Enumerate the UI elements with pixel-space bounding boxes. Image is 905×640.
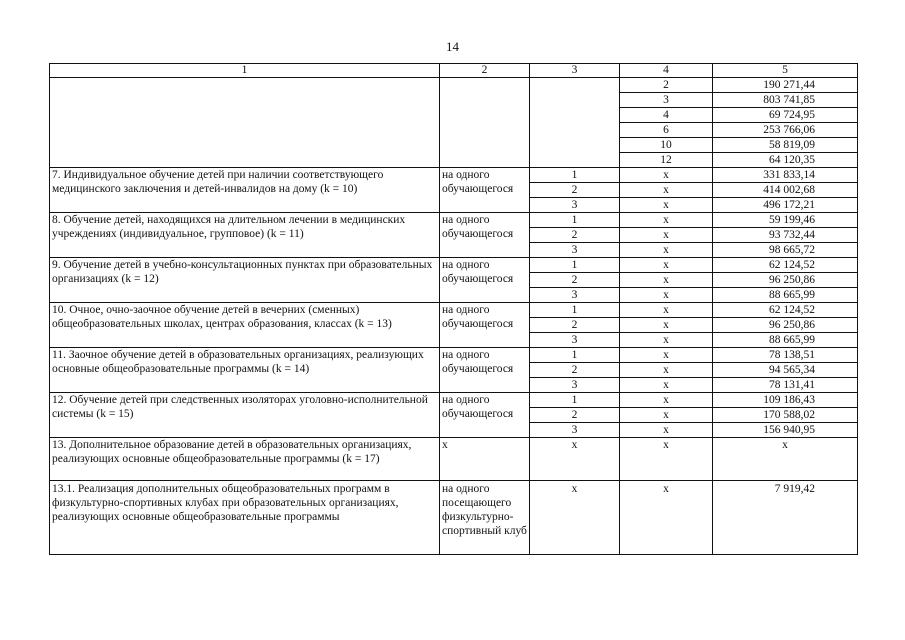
cell-c4: x (620, 273, 713, 288)
cell-c5: 64 120,35 (713, 153, 858, 168)
cell-c4: x (620, 228, 713, 243)
cell-c5: 414 002,68 (713, 183, 858, 198)
cell-c5: 7 919,42 (713, 481, 858, 555)
cell-c5: 496 172,21 (713, 198, 858, 213)
cell-c3: 2 (530, 363, 620, 378)
cell-c4: x (620, 408, 713, 423)
table-row (50, 213, 858, 228)
table-row (50, 168, 858, 183)
item-description: 13.1. Реализация дополнительных общеобразовательных программ в физкультурно-спортивных клубах при образовательных организациях, реализующих основные общеобразовательные программы (50, 481, 440, 555)
cell-c4: 12 (620, 153, 713, 168)
cell-c5: 59 199,46 (713, 213, 858, 228)
cell-c5: 88 665,99 (713, 288, 858, 303)
cell-c4: x (620, 213, 713, 228)
cell-c3: 2 (530, 183, 620, 198)
column-header-4: 4 (620, 64, 713, 78)
item-unit: на одного обучающегося (440, 213, 530, 258)
cell-c4: x (620, 348, 713, 363)
cell-c3: 2 (530, 228, 620, 243)
cell-c4: x (620, 198, 713, 213)
cell-c3: 1 (530, 393, 620, 408)
item-unit: x (440, 438, 530, 481)
item-description: 8. Обучение детей, находящихся на длительном лечении в медицинских учреждениях (индивидуальное, групповое) (k = 11) (50, 213, 440, 258)
cell-c5: 62 124,52 (713, 303, 858, 318)
cell-c5: 803 741,85 (713, 93, 858, 108)
table-row (50, 78, 858, 93)
item-description: 10. Очное, очно-заочное обучение детей в вечерних (сменных) общеобразовательных школах, центрах образования, классах (k = 13) (50, 303, 440, 348)
cell-c5: 93 732,44 (713, 228, 858, 243)
cell-c4: 10 (620, 138, 713, 153)
item-description: 9. Обучение детей в учебно-консультационных пунктах при образовательных организациях (k = 12) (50, 258, 440, 303)
cell-c5: 78 131,41 (713, 378, 858, 393)
cell-c4: x (620, 481, 713, 555)
cell-c4: x (620, 288, 713, 303)
cell-c3: 3 (530, 198, 620, 213)
column-header-2: 2 (440, 64, 530, 78)
cell-c5: 253 766,06 (713, 123, 858, 138)
cell-c4: x (620, 168, 713, 183)
cell-c3: 2 (530, 273, 620, 288)
cell-c3: x (530, 438, 620, 481)
carry-desc-cell (50, 78, 440, 168)
cell-c5: x (713, 438, 858, 481)
cell-c4: x (620, 378, 713, 393)
item-description: 13. Дополнительное образование детей в образовательных организациях, реализующих основные общеобразовательные программы (k = 17) (50, 438, 440, 481)
cell-c4: 4 (620, 108, 713, 123)
cell-c3: 1 (530, 258, 620, 273)
carry-c3-cell (530, 78, 620, 168)
cell-c4: x (620, 438, 713, 481)
column-header-1: 1 (50, 64, 440, 78)
cell-c5: 69 724,95 (713, 108, 858, 123)
cell-c5: 88 665,99 (713, 333, 858, 348)
cell-c5: 94 565,34 (713, 363, 858, 378)
cell-c4: x (620, 303, 713, 318)
item-unit: на одного обучающегося (440, 168, 530, 213)
item-unit: на одного обучающегося (440, 348, 530, 393)
cell-c4: x (620, 393, 713, 408)
column-header-5: 5 (713, 64, 858, 78)
table-row (50, 438, 858, 481)
cell-c3: 1 (530, 303, 620, 318)
cell-c3: 3 (530, 423, 620, 438)
page-number: 14 (446, 39, 459, 54)
cell-c3: 1 (530, 168, 620, 183)
table-row (50, 258, 858, 273)
cell-c5: 96 250,86 (713, 318, 858, 333)
cell-c4: x (620, 363, 713, 378)
cell-c3: 1 (530, 213, 620, 228)
cell-c5: 98 665,72 (713, 243, 858, 258)
table-row (50, 348, 858, 363)
cell-c3: 2 (530, 318, 620, 333)
cell-c3: 3 (530, 378, 620, 393)
table-row (50, 393, 858, 408)
item-unit: на одного посещающего физкультурно-спортивный клуб (440, 481, 530, 555)
normative-cost-table (49, 63, 858, 555)
cell-c4: 3 (620, 93, 713, 108)
cell-c5: 78 138,51 (713, 348, 858, 363)
cell-c4: x (620, 423, 713, 438)
column-header-3: 3 (530, 64, 620, 78)
item-unit: на одного обучающегося (440, 393, 530, 438)
cell-c5: 190 271,44 (713, 78, 858, 93)
cell-c3: 3 (530, 288, 620, 303)
cell-c5: 109 186,43 (713, 393, 858, 408)
cell-c5: 96 250,86 (713, 273, 858, 288)
cell-c4: x (620, 258, 713, 273)
cell-c5: 58 819,09 (713, 138, 858, 153)
cell-c4: x (620, 333, 713, 348)
item-description: 7. Индивидуальное обучение детей при наличии соответствующего медицинского заключения и детей-инвалидов на дому (k = 10) (50, 168, 440, 213)
item-unit: на одного обучающегося (440, 258, 530, 303)
cell-c4: x (620, 183, 713, 198)
cell-c5: 156 940,95 (713, 423, 858, 438)
item-description: 11. Заочное обучение детей в образовательных организациях, реализующих основные общеобразовательные программы (k = 14) (50, 348, 440, 393)
cell-c5: 62 124,52 (713, 258, 858, 273)
item-description: 12. Обучение детей при следственных изоляторах уголовно-исполнительной системы (k = 15) (50, 393, 440, 438)
cell-c5: 170 588,02 (713, 408, 858, 423)
cell-c4: 6 (620, 123, 713, 138)
cell-c3: 3 (530, 243, 620, 258)
cell-c3: 1 (530, 348, 620, 363)
cell-c4: 2 (620, 78, 713, 93)
header-row (50, 64, 858, 78)
cell-c3: 2 (530, 408, 620, 423)
item-unit: на одного обучающегося (440, 303, 530, 348)
cell-c3: x (530, 481, 620, 555)
cell-c4: x (620, 243, 713, 258)
table-row (50, 481, 858, 555)
carry-unit-cell (440, 78, 530, 168)
cell-c5: 331 833,14 (713, 168, 858, 183)
cell-c4: x (620, 318, 713, 333)
table-row (50, 303, 858, 318)
cell-c3: 3 (530, 333, 620, 348)
